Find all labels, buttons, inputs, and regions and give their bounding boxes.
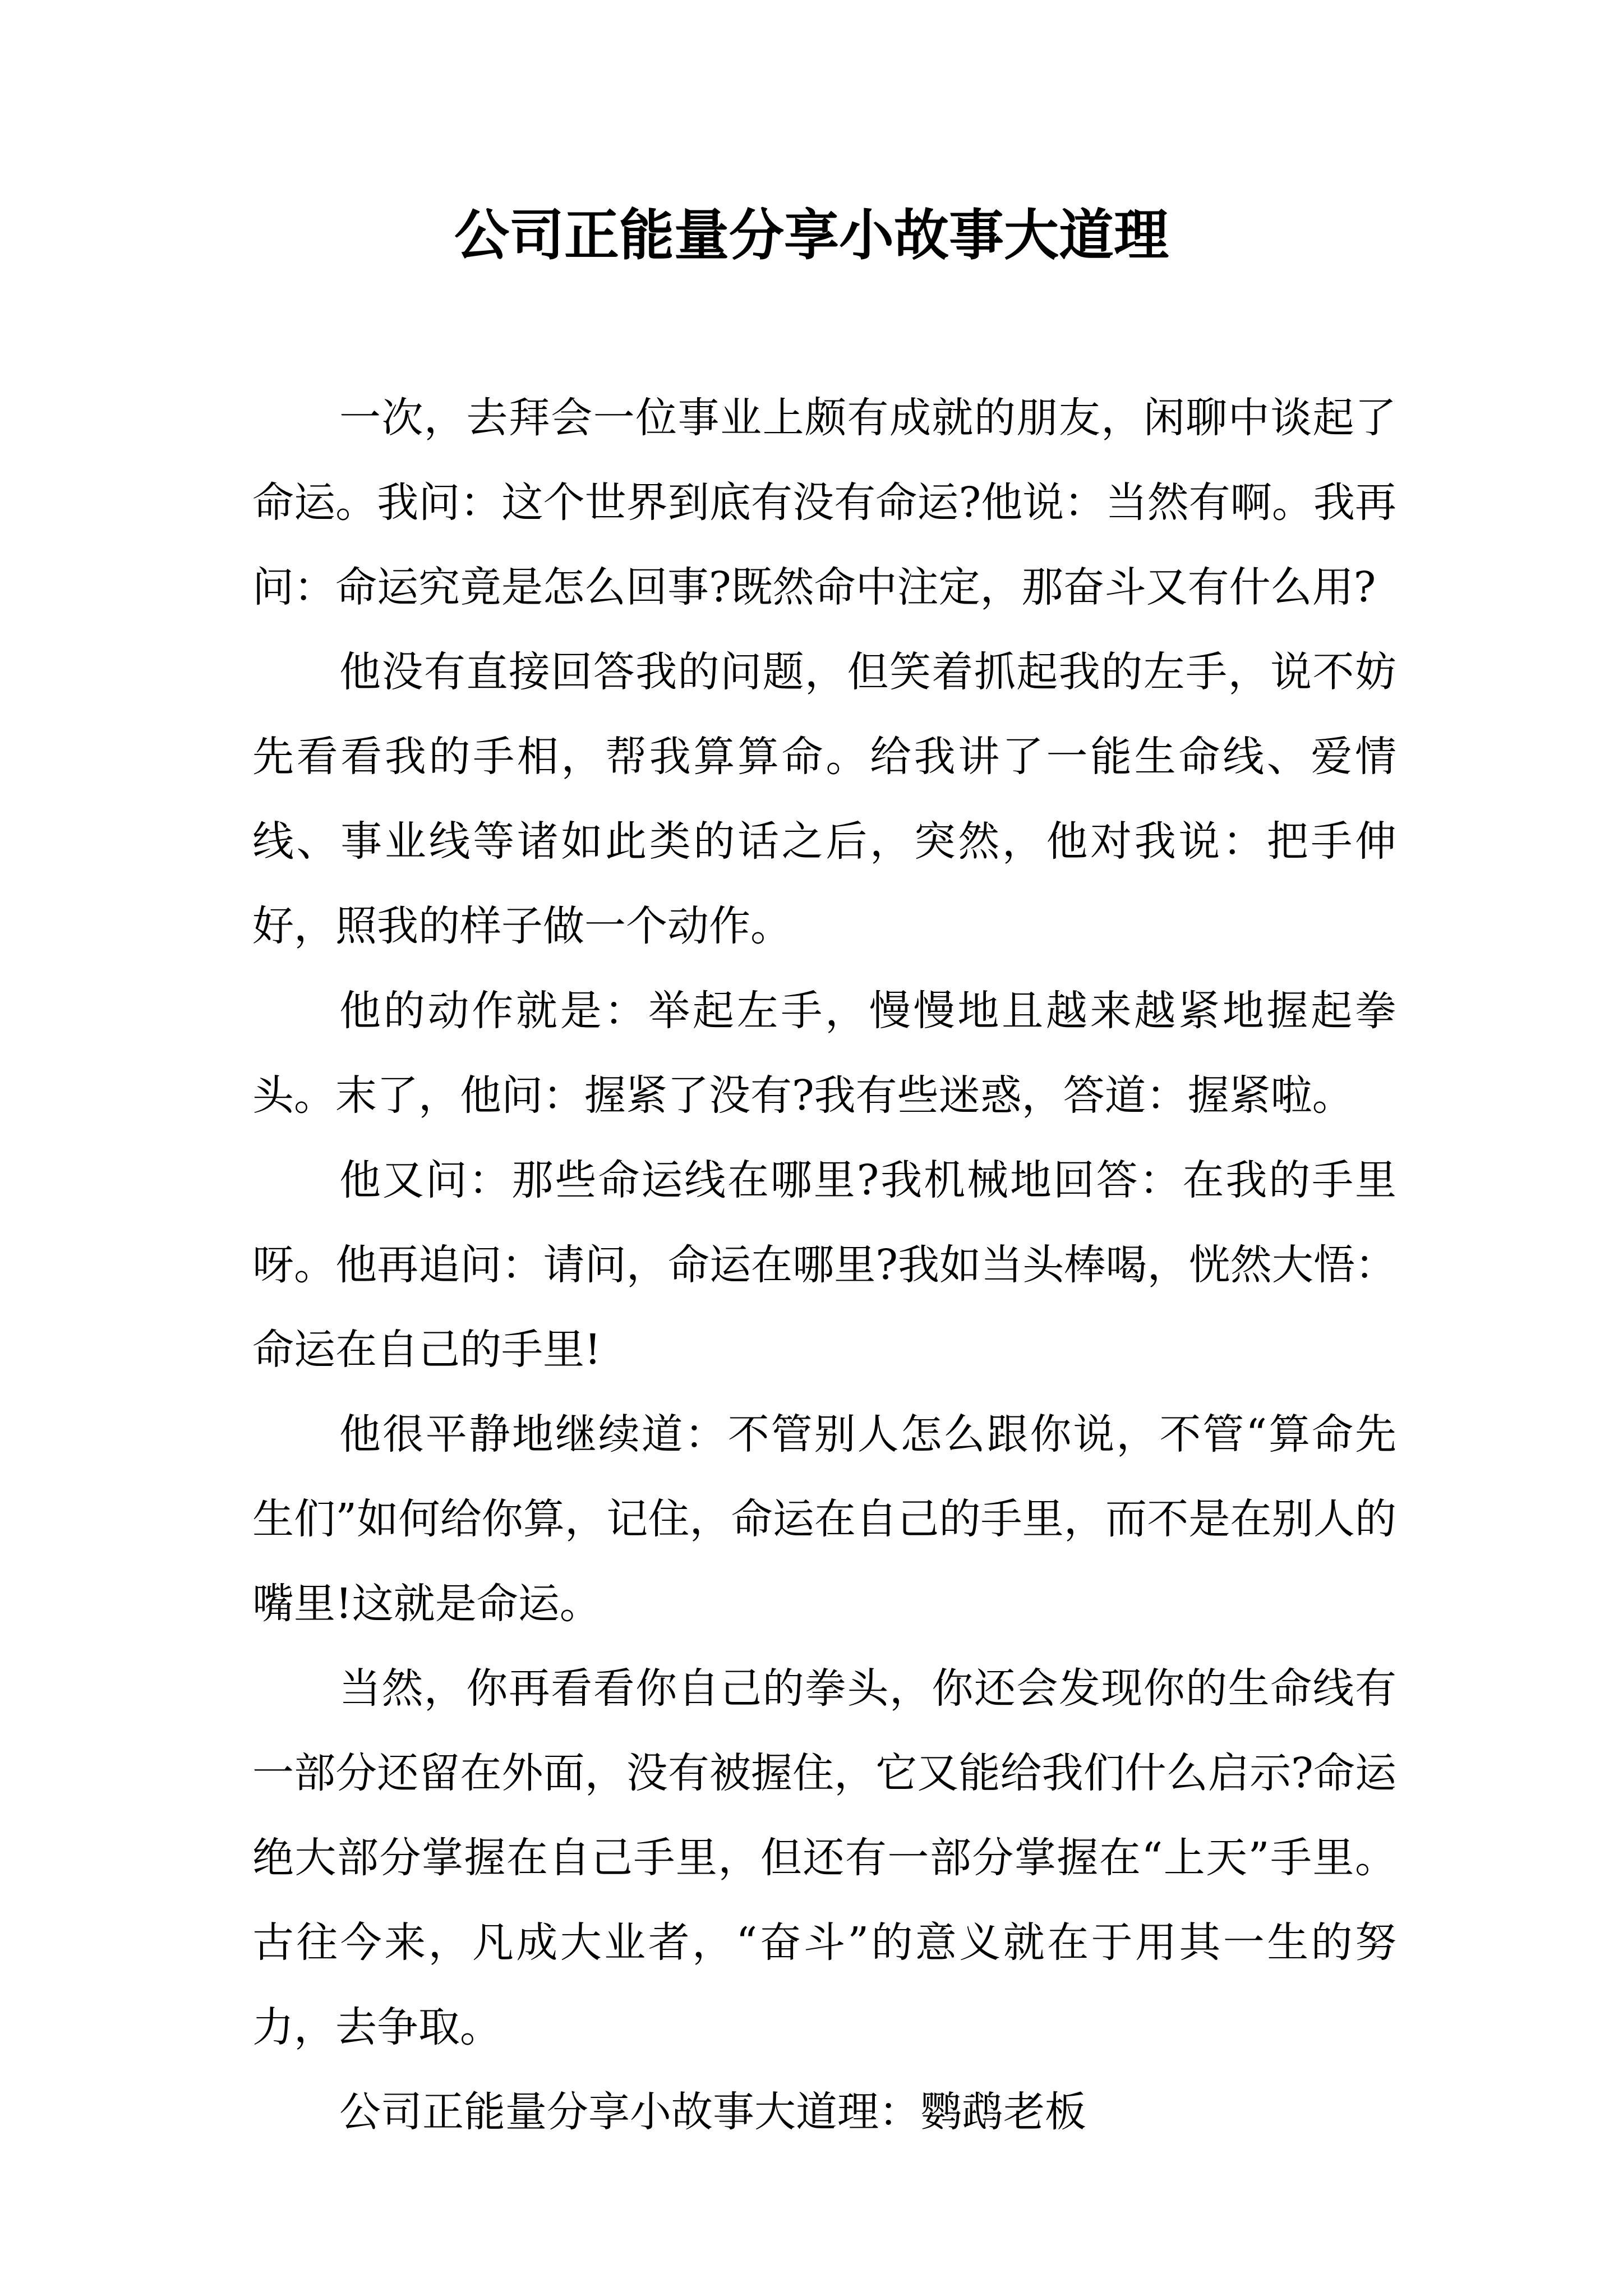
document-title: 公司正能量分享小故事大道理: [454, 203, 1169, 268]
paragraph-5: 他很平静地继续道：不管别人怎么跟你说，不管“算命先生们”如何给你算，记住，命运在自己的手里，而不是在别人的嘴里!这就是命运。: [252, 1410, 1396, 1628]
paragraph-4: 他又问：那些命运线在哪里?我机械地回答：在我的手里呀。他再追问：请问，命运在哪里?我如当头棒喝，恍然大悟：命运在自己的手里!: [252, 1156, 1396, 1374]
section-heading: 公司正能量分享小故事大道理：鹦鹉老板: [339, 2088, 1086, 2136]
paragraph-3: 他的动作就是：举起左手，慢慢地且越来越紧地握起拳头。末了，他问：握紧了没有?我有些迷惑，答道：握紧啦。: [252, 987, 1396, 1120]
paragraph-6: 当然，你再看看你自己的拳头，你还会发现你的生命线有一部分还留在外面，没有被握住，它又能给我们什么启示?命运绝大部分掌握在自己手里，但还有一部分掌握在“上天”手里。古往今来，凡成大业者，“奋斗”的意义就在于用其一生的努力，去争取。: [252, 1664, 1396, 2051]
paragraph-1: 一次，去拜会一位事业上颇有成就的朋友，闲聊中谈起了命运。我问：这个世界到底有没有命运?他说：当然有啊。我再问：命运究竟是怎么回事?既然命中注定，那奋斗又有什么用?: [252, 394, 1396, 611]
document-body: [252, 376, 1396, 2155]
paragraph-2: 他没有直接回答我的问题，但笑着抓起我的左手，说不妨先看看我的手相，帮我算算命。给我讲了一能生命线、爱情线、事业线等诸如此类的话之后，突然，他对我说：把手伸好，照我的样子做一个动作。: [252, 648, 1396, 950]
